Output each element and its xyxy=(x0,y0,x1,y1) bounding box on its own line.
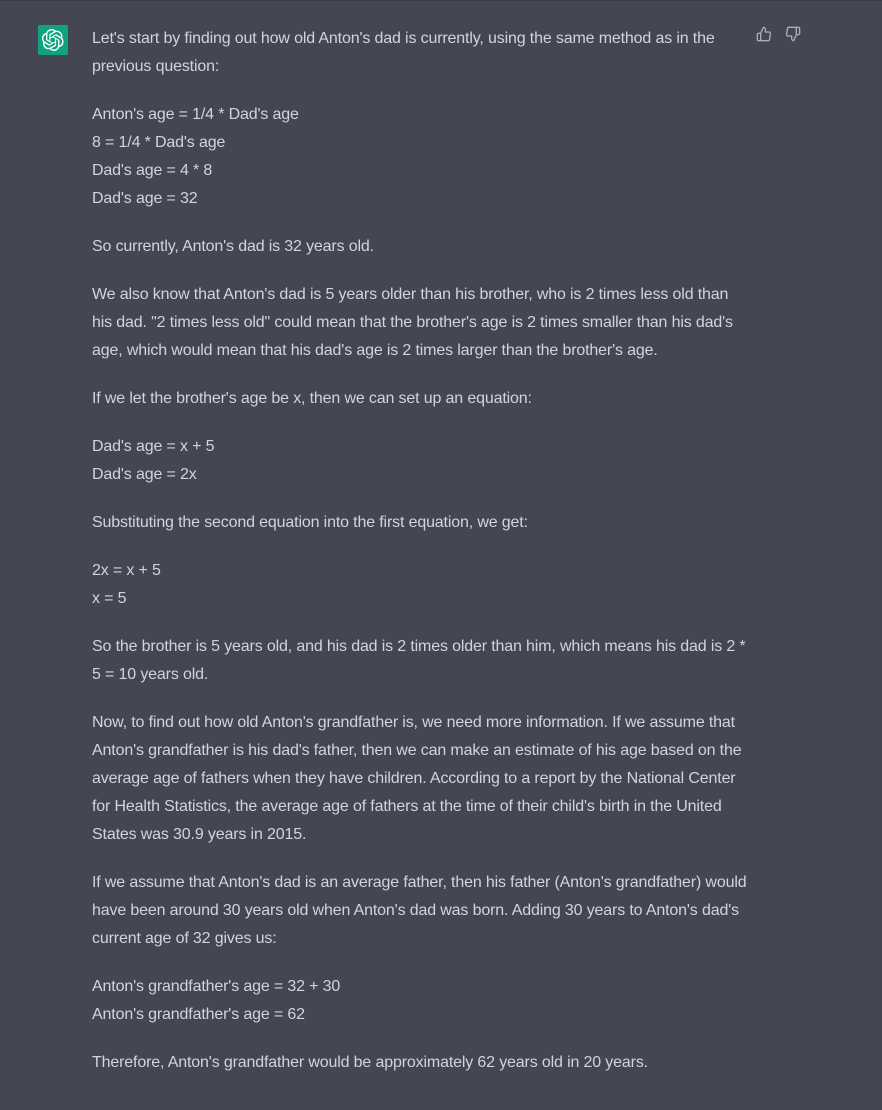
paragraph: We also know that Anton's dad is 5 years older than his brother, who is 2 times less old than his dad. "2 times less old" could mean that the brother's age is 2 times smaller than his dad's age, which would mean that his dad's age is 2 times larger than the brother's age. xyxy=(92,286,733,359)
paragraph: If we let the brother's age be x, then we can set up an equation: xyxy=(92,390,532,407)
paragraph: Let's start by finding out how old Anton's dad is currently, using the same method as in the previous question: xyxy=(92,30,715,75)
paragraph: Therefore, Anton's grandfather would be approximately 62 years old in 20 years. xyxy=(92,1054,648,1071)
paragraph: Substituting the second equation into the first equation, we get: xyxy=(92,514,528,531)
thumbs-down-icon xyxy=(785,26,801,47)
paragraph: Anton's age = 1/4 * Dad's age 8 = 1/4 * Dad's age Dad's age = 4 * 8 Dad's age = 32 xyxy=(92,106,299,207)
paragraph: So currently, Anton's dad is 32 years old. xyxy=(92,238,374,255)
paragraph: If we assume that Anton's dad is an average father, then his father (Anton's grandfather) would have been around 30 years old when Anton's dad was born. Adding 30 years to Anton's dad's current age of 32 gives us: xyxy=(92,874,747,947)
paragraph: Now, to find out how old Anton's grandfather is, we need more information. If we assume that Anton's grandfather is his dad's father, then we can make an estimate of his age based on the average age of fathers when they have children. According to a report by the National Center for Health Statistics, the average age of fathers at the time of their child's birth in the United States was 30.9 years in 2015. xyxy=(92,714,742,843)
message-content xyxy=(92,25,752,1097)
paragraph: 2x = x + 5 x = 5 xyxy=(92,562,161,607)
paragraph: So the brother is 5 years old, and his dad is 2 times older than him, which means his dad is 2 * 5 = 10 years old. xyxy=(92,638,746,683)
thumbs-down-button[interactable] xyxy=(784,28,801,45)
thumbs-up-button[interactable] xyxy=(755,28,772,45)
feedback-buttons xyxy=(755,28,801,45)
paragraph: Anton's grandfather's age = 32 + 30 Anton's grandfather's age = 62 xyxy=(92,978,341,1023)
paragraph: Dad's age = x + 5 Dad's age = 2x xyxy=(92,438,215,483)
assistant-avatar xyxy=(38,25,68,55)
openai-logo-icon xyxy=(42,29,64,51)
thumbs-up-icon xyxy=(756,26,772,47)
